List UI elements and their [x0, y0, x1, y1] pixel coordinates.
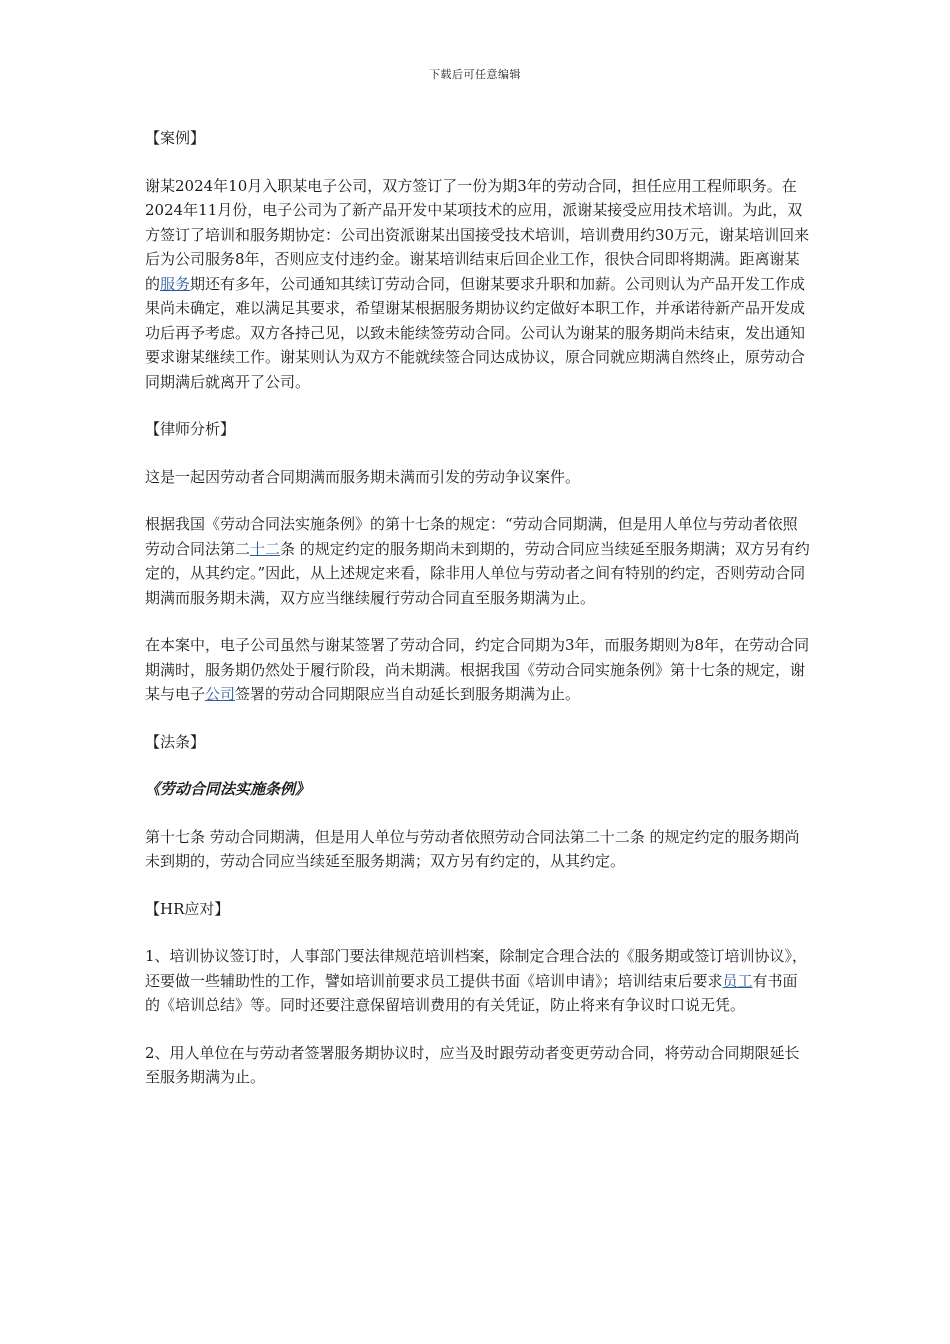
document-body	[145, 126, 810, 1113]
hr-paragraph-2: 2、用人单位在与劳动者签署服务期协议时，应当及时跟劳动者变更劳动合同，将劳动合同期限延长至服务期满为止。	[145, 1043, 800, 1086]
employee-link[interactable]: 员工	[722, 971, 753, 990]
hr-heading: 【HR应对】	[145, 899, 230, 918]
case-heading: 【案例】	[145, 129, 206, 147]
company-link[interactable]: 公司	[205, 685, 236, 703]
law-heading: 【法条】	[145, 732, 206, 751]
page-header: 下载后可任意编辑	[429, 68, 521, 81]
service-link[interactable]: 服务	[160, 274, 191, 293]
analysis-text-a: 根据我国《劳动合同法实施条例》的第十七条的规定：“劳动合同期满，但是用人单位与劳动者依照劳动合同法第二	[145, 515, 798, 558]
hr-paragraph-1	[145, 944, 810, 1018]
analysis-paragraph-1: 这是一起因劳动者合同期满而服务期未满而引发的劳动争议案件。	[145, 467, 581, 486]
article-22-link[interactable]: 十二	[250, 539, 281, 558]
analysis-text-b: 条 的规定约定的服务期尚未到期的，劳动合同应当续延至服务期满；双方另有约定的，从其约定。”因此，从上述规定来看，除非用人单位与劳动者之间有特别的约定，否则劳动合同期满而服务期未满，双方应当继续履行劳动合同直至服务期满为止。	[145, 539, 810, 607]
analysis-heading: 【律师分析】	[145, 420, 236, 438]
law-paragraph: 第十七条 劳动合同期满，但是用人单位与劳动者依照劳动合同法第二十二条 的规定约定的服务期尚未到期的，劳动合同应当续延至服务期满；双方另有约定的，从其约定。	[145, 827, 800, 870]
case-paragraph	[145, 174, 810, 395]
hr-text-b: 有书面的《培训总结》等。同时还要注意保留培训费用的有关凭证，防止将来有争议时口说无凭。	[145, 971, 798, 1014]
case-text-a: 谢某2024年10月入职某电子公司，双方签订了一份为期3年的劳动合同，担任应用工程师职务。在2024年11月份，电子公司为了新产品开发中某项技术的应用，派谢某接受应用技术培训。为此，双方签订了培训和服务期协定：公司出资派谢某出国接受技术培训，培训费用约30万元，谢某培训回来后为公司服务8年，否则应支付违约金。谢某培训结束后回企业工作，很快合同即将期满。距离谢某的	[145, 176, 810, 293]
case-text-b: 期还有多年，公司通知其续订劳动合同，但谢某要求升职和加薪。公司则认为产品开发工作成果尚未确定，难以满足其要求，希望谢某根据服务期协议约定做好本职工作，并承诺待新产品开发成功后再予考虑。双方各持己见，以致未能续签劳动合同。公司认为谢某的服务期尚未结束，发出通知要求谢某继续工作。谢某则认为双方不能就续签合同达成协议，原合同就应期满自然终止，原劳动合同期满后就离开了公司。	[145, 274, 806, 391]
analysis-paragraph-2	[145, 512, 810, 610]
analysis-paragraph-3	[145, 633, 810, 707]
law-name: 《劳动合同法实施条例》	[145, 780, 311, 798]
hr-text-a: 1、培训协议签订时，人事部门要法律规范培训档案，除制定合理合法的《服务期或签订培训协议》，还要做一些辅助性的工作，譬如培训前要求员工提供书面《培训申请》；培训结束后要求	[145, 947, 808, 990]
analysis3-text-b: 签署的劳动合同期限应当自动延长到服务期满为止。	[235, 685, 581, 703]
analysis3-text-a: 在本案中，电子公司虽然与谢某签署了劳动合同，约定合同期为3年，而服务期则为8年，在劳动合同期满时，服务期仍然处于履行阶段，尚未期满。根据我国《劳动合同实施条例》第十七条的规定，谢某与电子	[145, 636, 810, 703]
